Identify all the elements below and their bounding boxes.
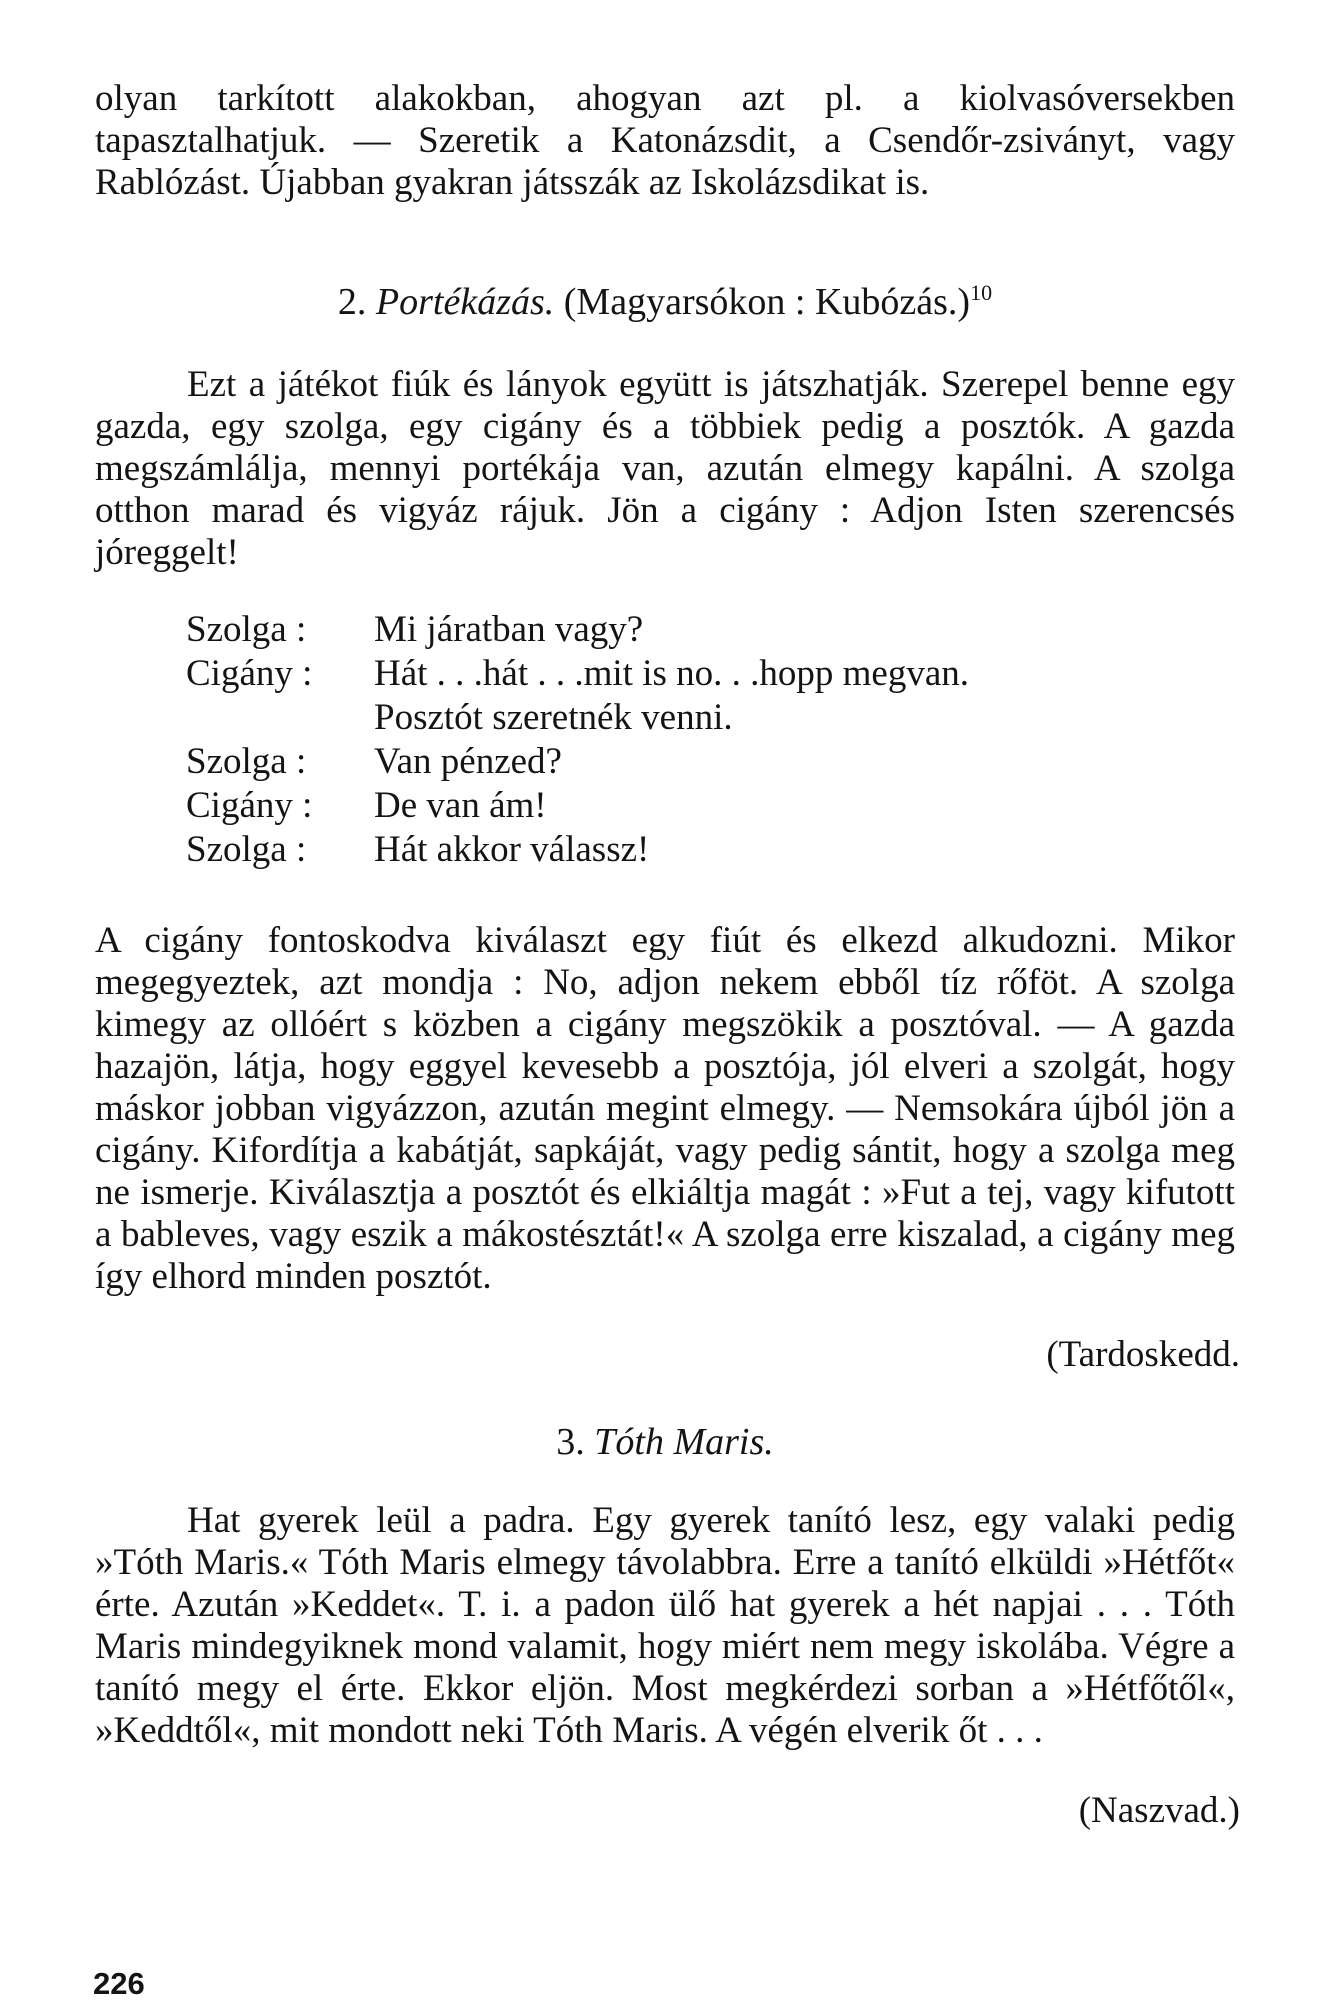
intro-paragraph-block	[95, 78, 1235, 204]
dialog-block	[186, 608, 1246, 872]
dialog-speaker: Szolga :	[186, 829, 307, 870]
dialog-speaker: Szolga :	[186, 741, 307, 782]
section-3-number: 3.	[556, 1421, 585, 1463]
section-2-paragraph-2: A cigány fontoskodva kiválaszt egy fiút és elkezd alkudozni. Mikor megegyeztek, azt mondja : No, adjon nekem ebből tíz rőföt. A szolga kimegy az ollóért s közben a cigány megszökik a posztóval. — A gazda hazajön, látja, hogy eggyel kevesebb a posztója, jól elveri a szolgát, hogy máskor jobban vigyázzon, azután megint elmegy. — Nemsokára újból jön a cigány. Kifordítja a kabátját, sapkáját, vagy pedig sántit, hogy a szolga meg ne ismerje. Kiválasztja a posztót és elkiáltja magát : »Fut a tej, vagy kifutott a bableves, vagy eszik a mákostésztát!« A szolga erre kiszalad, a cigány meg így elhord minden posztót.	[95, 920, 1235, 1297]
dialog-text: Van pénzed?	[374, 741, 562, 782]
dialog-line	[186, 828, 1246, 872]
section-2-paragraph-1: Ezt a játékot fiúk és lányok együtt is játszhatják. Szerepel benne egy gazda, egy szolga, egy cigány és a többiek pedig a posztók. A gazda megszámlálja, mennyi portékája van, azután elmegy kapálni. A szolga otthon marad és vigyáz rájuk. Jön a cigány : Adjon Isten szerencsés jóreggelt!	[95, 364, 1235, 573]
section-2-number: 2.	[337, 281, 367, 323]
dialog-text: De van ám!	[374, 785, 547, 826]
dialog-line	[186, 784, 1246, 828]
dialog-text: Hát . . .hát . . .mit is no. . .hopp megvan.	[374, 653, 970, 694]
section-2-source: (Tardoskedd.	[1046, 1334, 1240, 1375]
section-2-subtitle: (Magyarsókon : Kubózás.)	[563, 281, 971, 323]
section-3-heading	[95, 1420, 1235, 1464]
intro-paragraph: olyan tarkított alakokban, ahogyan azt pl. a kiolvasóversekben tapasztalhatjuk. — Szeretik a Katonázsdit, a Csendőr-zsiványt, vagy Rablózást. Újabban gyakran játsszák az Iskolázsdikat is.	[95, 78, 1235, 203]
dialog-text: Posztót szeretnék venni.	[374, 697, 733, 738]
section-2-heading	[95, 280, 1235, 324]
dialog-speaker: Szolga :	[186, 609, 307, 650]
dialog-speaker: Cigány :	[186, 785, 313, 826]
section-2-title: Portékázás.	[375, 281, 555, 323]
dialog-text: Hát akkor válassz!	[374, 829, 650, 870]
dialog-line	[186, 608, 1246, 652]
section-3-paragraph: Hat gyerek leül a padra. Egy gyerek tanító lesz, egy valaki pedig »Tóth Maris.« Tóth Maris elmegy távolabbra. Erre a tanító elküldi »Hétfőt« érte. Azután »Keddet«. T. i. a padon ülő hat gyerek a hét napjai . . . Tóth Maris mindegyiknek mond valamit, hogy miért nem megy iskolába. Végre a tanító megy el érte. Ekkor eljön. Most megkérdezi sorban a »Hétfőtől«, »Keddtől«, mit mondott neki Tóth Maris. A végén elverik őt . . .	[95, 1500, 1235, 1751]
section-2-intro-block	[95, 364, 1235, 574]
footnote-marker: 10	[970, 280, 993, 305]
dialog-line	[186, 652, 1246, 740]
dialog-speaker: Cigány :	[186, 653, 313, 694]
section-3-source: (Naszvad.)	[1078, 1790, 1240, 1831]
page-number: 226	[93, 1966, 145, 2001]
section-3-body-block	[95, 1500, 1235, 1752]
section-3-title: Tóth Maris.	[594, 1421, 774, 1463]
dialog-line	[186, 740, 1246, 784]
dialog-text: Mi járatban vagy?	[374, 609, 644, 650]
section-2-body-block	[95, 920, 1235, 1298]
